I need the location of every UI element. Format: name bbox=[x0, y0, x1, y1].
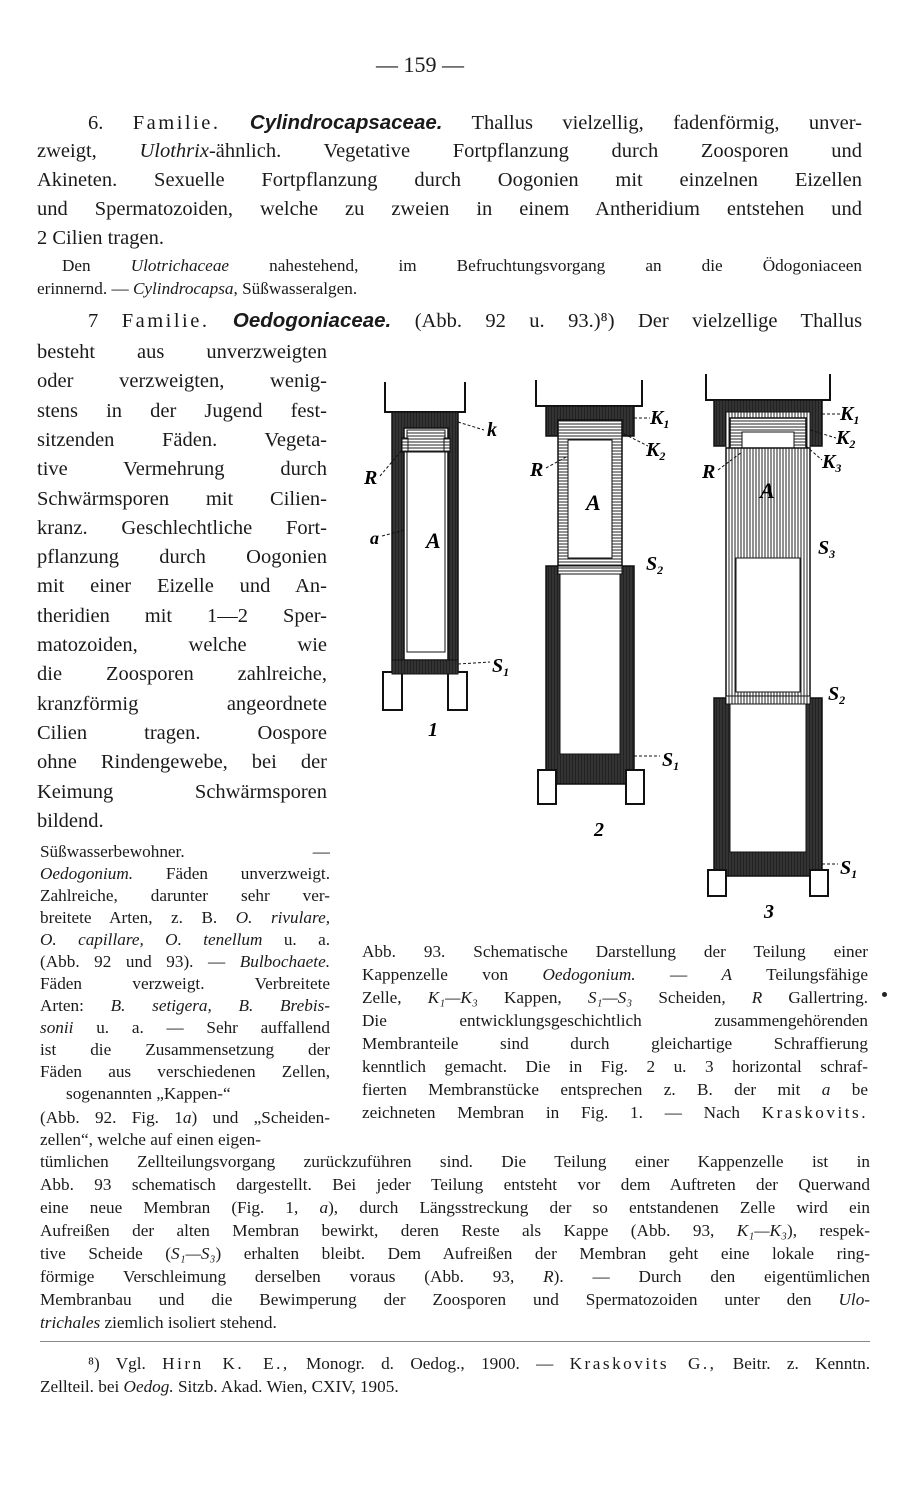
small-line bbox=[40, 862, 330, 885]
text-run: ) und „Scheiden- bbox=[191, 1108, 330, 1127]
column-line: Keimung Schwärmsporen bbox=[37, 780, 327, 803]
text-run: ). — Durch den eigentümlichen bbox=[553, 1267, 870, 1286]
text-run: breitete Arten, z. B. bbox=[40, 908, 218, 927]
text-run: Kappenzelle von bbox=[362, 965, 509, 984]
caption-line bbox=[362, 963, 868, 986]
text-run: Scheiden, bbox=[658, 988, 726, 1007]
figure-reference: (Abb. 92 u. 93.)⁸) bbox=[414, 310, 615, 332]
family-label: Familie. bbox=[121, 310, 210, 332]
text-run: be bbox=[851, 1080, 868, 1099]
text-run: Cylindrocapsa bbox=[132, 279, 234, 298]
label-S2-fig2 bbox=[646, 553, 663, 577]
footnote-line-1 bbox=[88, 1352, 870, 1375]
family-6-line-2 bbox=[37, 137, 862, 166]
caption-line bbox=[362, 1078, 868, 1101]
text-run: A bbox=[721, 965, 733, 984]
text-run: zeichneten Membran in Fig. 1. — Nach bbox=[362, 1103, 740, 1122]
column-line: pflanzung durch Oogonien bbox=[37, 546, 327, 569]
text-run: zweigt, bbox=[37, 140, 97, 162]
label-A-fig1: A bbox=[426, 528, 441, 553]
family-label: Familie. bbox=[132, 112, 221, 134]
text-run: S bbox=[646, 553, 658, 575]
family-6-line-1 bbox=[88, 108, 862, 138]
family-7-line-1 bbox=[88, 306, 862, 336]
caption-line: Abb. 93. Schematische Darstellung der Teilung einer bbox=[362, 942, 868, 961]
text-run: 2 bbox=[849, 437, 856, 451]
label-K2-fig3 bbox=[835, 427, 855, 451]
small-line: Fäden aus verschiedenen Zellen, bbox=[40, 1062, 330, 1081]
text-run: Monogr. d. Oedog., 1900. — bbox=[306, 1354, 554, 1373]
margin-dot bbox=[882, 992, 887, 997]
text-run: Fäden unverzweigt. bbox=[165, 864, 330, 883]
text-run: Kappen, bbox=[503, 988, 562, 1007]
column-line: besteht aus unverzweigten bbox=[37, 341, 327, 363]
text-run: K bbox=[646, 439, 660, 461]
text-run: — bbox=[669, 965, 688, 984]
text-run: K bbox=[650, 407, 664, 429]
text-run: (Abb. 92. Fig. 1 bbox=[40, 1108, 183, 1127]
family-6-line-4: und Spermatozoiden, welche zu zweien in einem Antheridium entstehen und bbox=[37, 198, 862, 220]
text-run: Bulbochaete. bbox=[239, 952, 330, 971]
text-run: S₁—S₃ bbox=[587, 988, 633, 1007]
text-run: Beitr. z. Kenntn. bbox=[732, 1354, 871, 1373]
label-A-fig2: A bbox=[586, 490, 601, 515]
text-run: ⁸) bbox=[88, 1354, 100, 1373]
small-line: sogenannten „Kappen-“ bbox=[66, 1084, 231, 1103]
small-line: Fäden verzweigt. Verbreitete bbox=[40, 974, 330, 993]
text-run: K bbox=[822, 451, 836, 473]
small-line: ist die Zusammensetzung der bbox=[40, 1040, 330, 1059]
text-run: Vgl. bbox=[115, 1354, 146, 1373]
figure-2-cell bbox=[536, 380, 644, 804]
text-run: sonii bbox=[40, 1018, 74, 1037]
figure-1-cell bbox=[383, 382, 467, 710]
text-run: 1 bbox=[503, 665, 510, 679]
column-line: stens in der Jugend fest- bbox=[37, 399, 327, 422]
text-run: 3 bbox=[835, 461, 842, 475]
small-line bbox=[40, 950, 330, 973]
text-run: Gallertring. bbox=[788, 988, 869, 1007]
text-run: fierten Membranstücke entsprechen z. B. der mit bbox=[362, 1080, 801, 1099]
figure-3-cell bbox=[706, 374, 830, 896]
text-run: tive Scheide ( bbox=[40, 1244, 172, 1263]
text-run: förmige Verschleimung derselben voraus (Abb. 93, bbox=[40, 1267, 515, 1286]
small-line: zellen“, welche auf einen eigen- bbox=[40, 1130, 261, 1149]
text-run: 3 bbox=[829, 547, 836, 561]
label-S2-fig3 bbox=[828, 683, 845, 707]
figure-2-number: 2 bbox=[594, 819, 604, 841]
text-run: O. tenellum bbox=[165, 930, 263, 949]
text-run: 1 bbox=[853, 413, 860, 427]
column-line: bildend. bbox=[37, 809, 104, 832]
text-run: S bbox=[492, 655, 504, 677]
small-line bbox=[40, 906, 330, 929]
column-line: Cilien tragen. Oospore bbox=[37, 721, 327, 744]
family-name: Cylindrocapsaceae. bbox=[249, 111, 443, 134]
label-k: k bbox=[487, 419, 497, 441]
column-line: die Zoosporen zahlreiche, bbox=[37, 663, 327, 686]
text-run: nahestehend, im Befruchtungsvorgang an die Ödogoniaceen bbox=[269, 256, 862, 275]
text-run: eine neue Membran (Fig. 1, bbox=[40, 1198, 299, 1217]
bottom-line bbox=[40, 1196, 870, 1219]
caption-line bbox=[362, 1101, 868, 1124]
label-K2-fig2 bbox=[645, 439, 665, 463]
text-run: Teilungsfähige bbox=[766, 965, 868, 984]
text-run: K bbox=[836, 427, 850, 449]
family-6-line-5: 2 Cilien tragen. bbox=[37, 227, 164, 249]
text-run: , Süßwasseralgen. bbox=[233, 279, 358, 298]
label-S3-fig3 bbox=[818, 537, 835, 561]
text-run: Membranbau und die Bewimperung der Zoosporen und Spermatozoiden unter den bbox=[40, 1290, 812, 1309]
text-run: 2 bbox=[839, 693, 846, 707]
family-6-note-1 bbox=[62, 254, 862, 277]
label-R-fig2: R bbox=[530, 459, 544, 481]
text-run: 2 bbox=[657, 563, 664, 577]
family-number: 6. bbox=[88, 112, 104, 134]
text-run: Oedog. bbox=[123, 1377, 174, 1396]
text-run: K₁—K₃ bbox=[427, 988, 478, 1007]
caption-line: kenntlich gemacht. Die in Fig. 2 u. 3 horizontal schraf- bbox=[362, 1057, 868, 1076]
text-run: ziemlich isoliert stehend. bbox=[104, 1313, 277, 1332]
text-run: S bbox=[840, 857, 852, 879]
text-run: Kraskovits G., bbox=[569, 1354, 717, 1373]
text-run: ) erhalten bleibt. Dem Aufreißen der Membran geht eine lokale ring- bbox=[215, 1244, 870, 1263]
text-run: Aufreißen der alten Membran bewirkt, deren Reste als Kappe (Abb. 93, bbox=[40, 1221, 715, 1240]
caption-line: Membranteile sind durch gleichartige Schraffierung bbox=[362, 1034, 868, 1053]
bottom-line bbox=[40, 1311, 277, 1334]
text-run: a bbox=[319, 1198, 329, 1217]
text-run: Sitzb. Akad. Wien, CXIV, 1905. bbox=[177, 1377, 399, 1396]
text-run: S bbox=[828, 683, 840, 705]
text-run: u. a. — Sehr auffallend bbox=[96, 1018, 330, 1037]
text-run: R bbox=[543, 1267, 554, 1286]
column-line: mit einer Eizelle und An- bbox=[37, 575, 327, 598]
bottom-line bbox=[40, 1242, 870, 1265]
bottom-line bbox=[40, 1219, 870, 1242]
text-run: Oedogonium. bbox=[40, 864, 134, 883]
small-line: Süßwasserbewohner. — bbox=[40, 842, 330, 861]
text-run: Thallus vielzellig, fadenförmig, unver- bbox=[471, 112, 862, 134]
footnote-line-2 bbox=[40, 1375, 399, 1398]
bottom-line: Abb. 93 schematisch dargestellt. Bei jeder Teilung entsteht vor dem Auftreten der Querwand bbox=[40, 1175, 870, 1194]
text-run: Der vielzellige Thallus bbox=[637, 310, 863, 332]
text-run: Den bbox=[62, 256, 91, 275]
text-run: Zellteil. bei bbox=[40, 1377, 120, 1396]
text-run: -ähnlich. Vegetative Fortpflanzung durch Zoosporen und bbox=[208, 140, 863, 162]
text-run: erinnernd. — bbox=[37, 279, 129, 298]
text-run: Oedogonium. bbox=[542, 965, 636, 984]
small-line: Zahlreiche, darunter sehr ver- bbox=[40, 886, 330, 905]
column-line: Schwärmsporen mit Cilien- bbox=[37, 487, 327, 510]
column-line: sitzenden Fäden. Vegeta- bbox=[37, 428, 327, 451]
text-run: S bbox=[818, 537, 830, 559]
label-S1-fig1 bbox=[492, 655, 509, 679]
text-run: 2 bbox=[659, 449, 666, 463]
text-run: ), durch Längsstreckung der so entstandenen Zelle wird ein bbox=[328, 1198, 870, 1217]
bottom-line bbox=[40, 1265, 870, 1288]
text-run: S bbox=[662, 749, 674, 771]
label-K1-fig3 bbox=[839, 403, 859, 427]
text-run: K₁—K₃ bbox=[736, 1221, 787, 1240]
text-run: 1 bbox=[673, 759, 680, 773]
caption-line bbox=[362, 986, 868, 1009]
column-line: oder verzweigten, wenig- bbox=[37, 370, 327, 393]
column-line: kranzförmig angeordnete bbox=[37, 692, 327, 715]
bottom-line bbox=[40, 1288, 870, 1311]
label-S1-fig3 bbox=[840, 857, 857, 881]
figure-1-number: 1 bbox=[428, 719, 438, 741]
label-R-fig3: R bbox=[702, 461, 716, 483]
text-run: a bbox=[821, 1080, 831, 1099]
page-number: — 159 — bbox=[376, 52, 464, 77]
family-number: 7 bbox=[88, 310, 99, 332]
family-name: Oedogoniaceae. bbox=[232, 309, 392, 332]
text-run: Hirn K. E., bbox=[162, 1354, 290, 1373]
text-run: Zelle, bbox=[362, 988, 402, 1007]
column-line: tive Vermehrung durch bbox=[37, 458, 327, 481]
label-A-fig3: A bbox=[760, 478, 775, 503]
caption-line: Die entwicklungsgeschichtlich zusammengehörenden bbox=[362, 1011, 868, 1030]
family-6-line-3: Akineten. Sexuelle Fortpflanzung durch Oogonien mit einzelnen Eizellen bbox=[37, 169, 862, 191]
bottom-line: tümlichen Zellteilungsvorgang zurückzuführen sind. Die Teilung einer Kappenzelle ist in bbox=[40, 1152, 870, 1171]
text-run: Ulo- bbox=[838, 1290, 871, 1309]
column-line: matozoiden, welche wie bbox=[37, 634, 327, 656]
text-run: (Abb. 92 und 93). — bbox=[40, 952, 226, 971]
text-run: Arten: bbox=[40, 996, 84, 1015]
text-run: Kraskovits. bbox=[761, 1103, 869, 1122]
text-run: Ulotrichaceae bbox=[130, 256, 230, 275]
genus-name: Ulothrix bbox=[139, 140, 209, 162]
text-run: K bbox=[840, 403, 854, 425]
text-run: R bbox=[751, 988, 763, 1007]
text-run: u. a. bbox=[283, 930, 330, 949]
text-run: S₁—S₃ bbox=[171, 1244, 216, 1263]
small-line bbox=[40, 1016, 330, 1039]
label-R: R bbox=[364, 467, 378, 489]
label-a: a bbox=[370, 528, 379, 548]
text-run: 1 bbox=[851, 867, 858, 881]
text-run: trichales bbox=[40, 1313, 101, 1332]
label-S1-fig2 bbox=[662, 749, 679, 773]
figure-abb-93 bbox=[350, 360, 870, 930]
column-line: ohne Rindengewebe, bei der bbox=[37, 751, 327, 774]
text-run: O. rivulare, bbox=[235, 908, 330, 927]
column-line: theridien mit 1—2 Sper- bbox=[37, 604, 327, 627]
small-line bbox=[40, 1106, 330, 1129]
text-run: ), respek- bbox=[786, 1221, 870, 1240]
figure-3-number: 3 bbox=[764, 901, 774, 923]
family-6-note-2 bbox=[37, 277, 357, 300]
text-run: O. capillare, bbox=[40, 930, 144, 949]
footnote-rule bbox=[40, 1341, 870, 1342]
label-K1-fig2 bbox=[649, 407, 669, 431]
column-line: kranz. Geschlechtliche Fort- bbox=[37, 516, 327, 539]
label-K3-fig3 bbox=[821, 451, 841, 475]
small-line bbox=[40, 994, 330, 1017]
text-run: a bbox=[182, 1108, 192, 1127]
text-run: 1 bbox=[663, 417, 670, 431]
small-line bbox=[40, 928, 330, 951]
text-run: B. Brebis- bbox=[238, 996, 331, 1015]
text-run: B. setigera, bbox=[110, 996, 212, 1015]
